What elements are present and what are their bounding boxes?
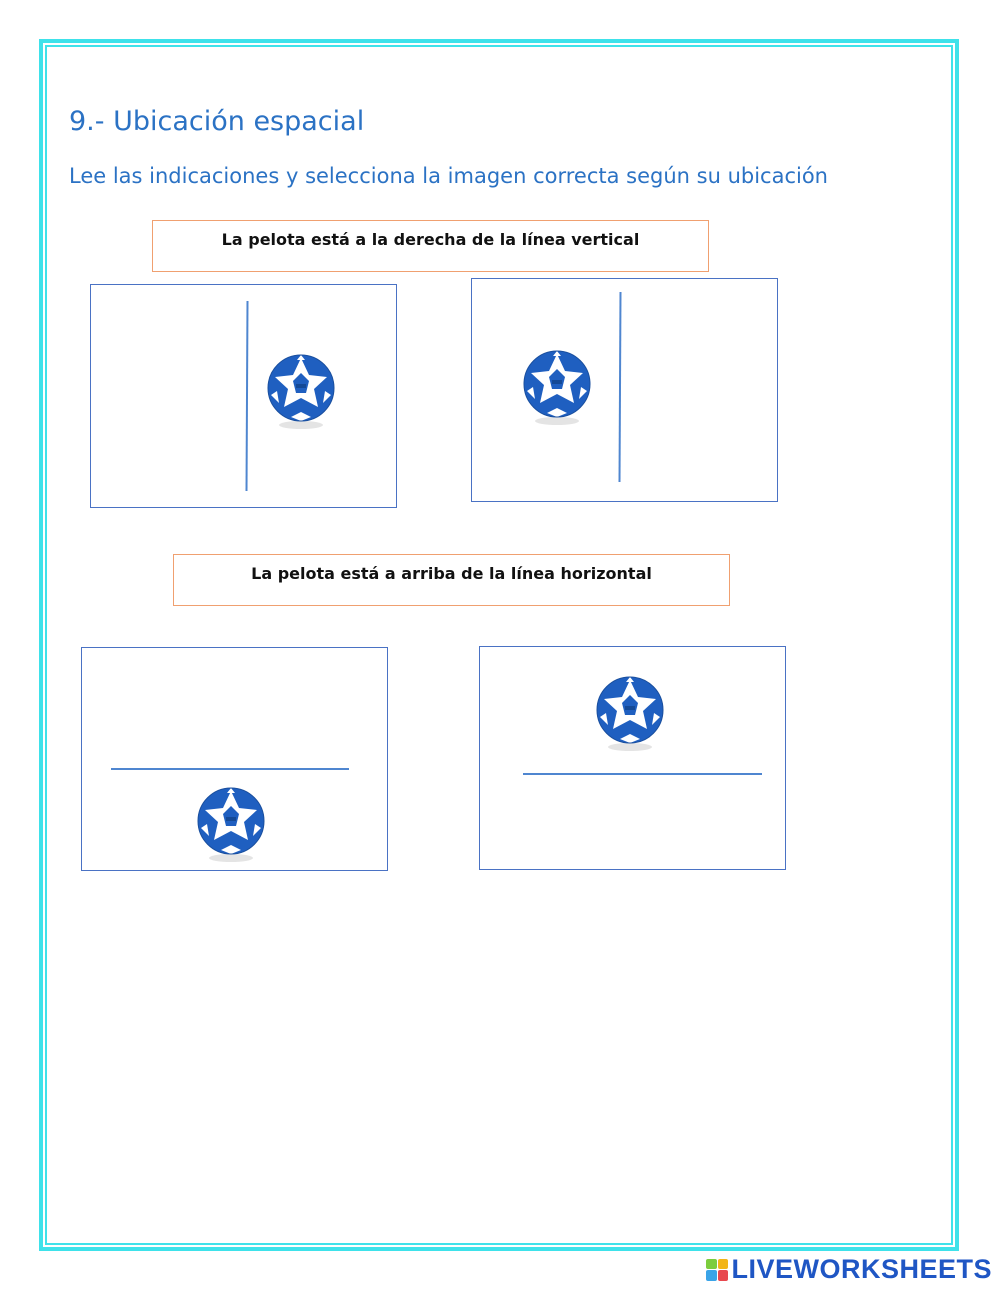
worksheet-instruction: Lee las indicaciones y selecciona la imagen correcta según su ubicación (69, 164, 828, 188)
worksheet-title: 9.- Ubicación espacial (69, 106, 365, 137)
liveworksheets-logo-icon (706, 1259, 728, 1281)
question-1-prompt: La pelota está a la derecha de la línea vertical (152, 220, 709, 272)
horizontal-line (523, 773, 762, 775)
liveworksheets-brand (706, 1254, 992, 1285)
horizontal-line (111, 768, 349, 770)
soccer-ball-icon (265, 351, 337, 431)
question-1-option-a[interactable] (90, 284, 397, 508)
question-2-option-b[interactable] (479, 646, 786, 870)
brand-name: LIVEWORKSHEETS (731, 1254, 992, 1284)
question-1-option-b[interactable] (471, 278, 778, 502)
vertical-line (246, 301, 249, 491)
question-2-prompt: La pelota está a arriba de la línea horizontal (173, 554, 730, 606)
soccer-ball-icon (195, 784, 267, 864)
soccer-ball-icon (521, 347, 593, 427)
vertical-line (619, 292, 622, 482)
question-2-option-a[interactable] (81, 647, 388, 871)
soccer-ball-icon (594, 673, 666, 753)
